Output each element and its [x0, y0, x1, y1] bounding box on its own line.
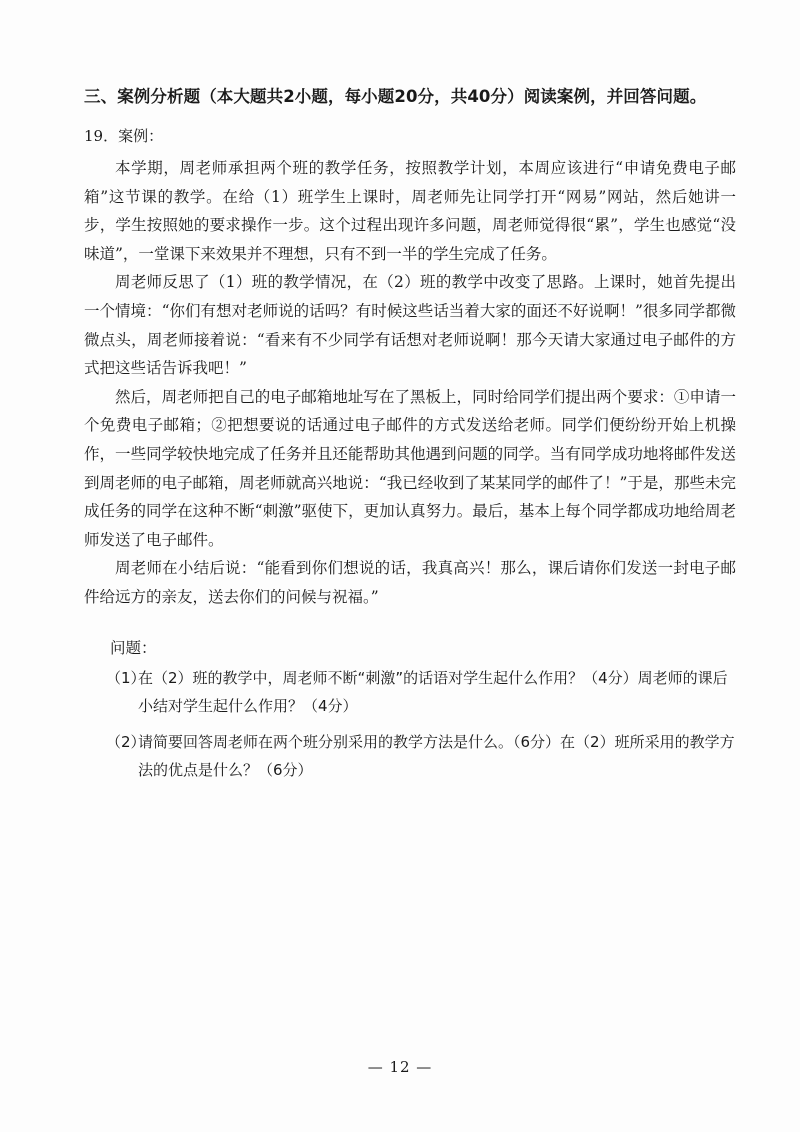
question-number: 19．案例：: [84, 127, 164, 145]
section-heading: 三、案例分析题（本大题共2小题，每小题20分，共40分）阅读案例，并回答问题。: [84, 87, 707, 106]
question-item: [106, 728, 736, 784]
page-number: — 12 —: [367, 1058, 433, 1076]
case-text: [84, 154, 736, 612]
case-paragraph: 本学期，周老师承担两个班的教学任务，按照教学计划，本周应该进行“申请免费电子邮箱”这节课的教学。在给（1）班学生上课时，周老师先让同学打开“网易”网站，然后她讲一步，学生按照她的要求操作一步。这个过程出现许多问题，周老师觉得很“累”，学生也感觉“没味道”，一堂课下来效果并不理想，只有不到一半的学生完成了任务。: [84, 159, 736, 263]
question-item: [106, 664, 736, 720]
case-paragraph: 周老师反思了（1）班的教学情况，在（2）班的教学中改变了思路。上课时，她首先提出一个情境：“你们有想对老师说的话吗？有时候这些话当着大家的面还不好说啊！”很多同学都微微点头，周老师接着说：“看来有不少同学有话想对老师说啊！那今天请大家通过电子邮件的方式把这些话告诉我吧！”: [84, 273, 736, 378]
case-paragraph: 然后，周老师把自己的电子邮箱地址写在了黑板上，同时给同学们提出两个要求：①申请一个免费电子邮箱；②把想要说的话通过电子邮件的方式发送给老师。同学们便纷纷开始上机操作，一些同学较快地完成了任务并且还能帮助其他遇到问题的同学。当有同学成功地将邮件发送到周老师的电子邮箱，周老师就高兴地说：“我已经收到了某某同学的邮件了！”于是，那些未完成任务的同学在这种不断“刺激”驱使下，更加认真努力。最后，基本上每个同学都成功地给周老师发送了电子邮件。: [84, 387, 736, 549]
questions-label: 问题：: [110, 639, 157, 657]
question-item-text: 请简要回答周老师在两个班分别采用的教学方法是什么。（6分）在（2）班所采用的教学方法的优点是什么？（6分）: [138, 733, 735, 779]
question-item-text: 在（2）班的教学中，周老师不断“刺激”的话语对学生起什么作用？（4分）周老师的课后小结对学生起什么作用？（4分）: [138, 669, 728, 715]
question-list: [106, 664, 736, 792]
question-item-number: （1）: [106, 669, 146, 687]
case-paragraph: 周老师在小结后说：“能看到你们想说的话，我真高兴！那么，课后请你们发送一封电子邮件给远方的亲友，送去你们的问候与祝福。”: [84, 559, 736, 606]
question-item-number: （2）: [106, 733, 146, 751]
